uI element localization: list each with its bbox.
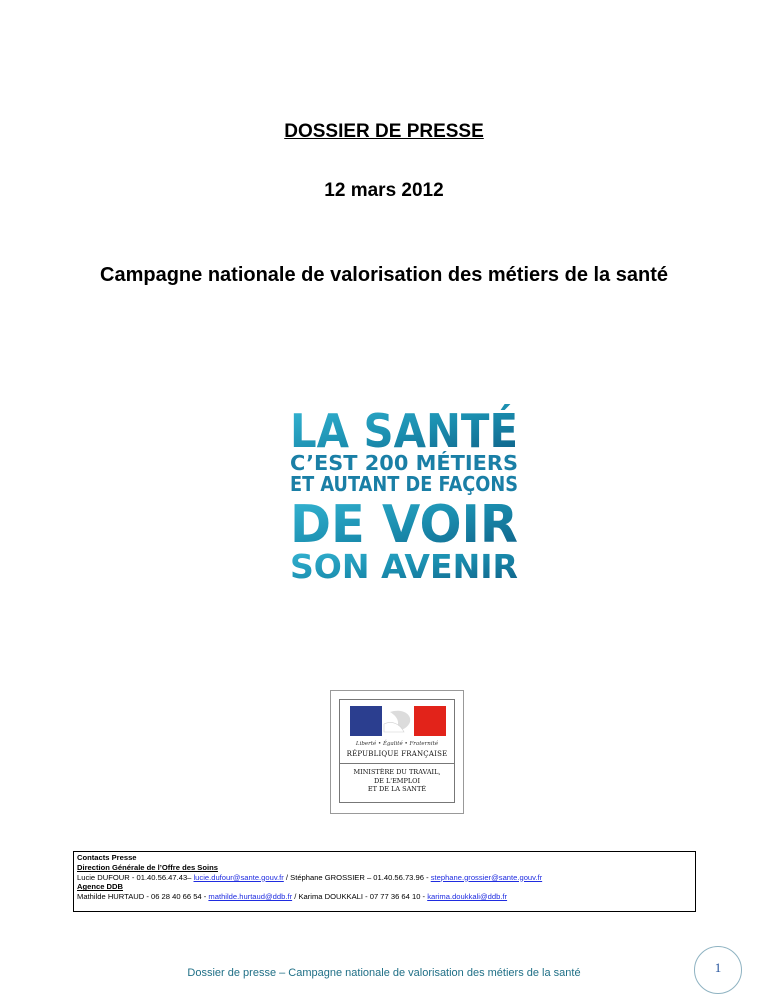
contact-text: / Karima DOUKKALI - 07 77 36 64 10 - xyxy=(292,892,428,902)
contact-text: / Stéphane GROSSIER – 01.40.56.73.96 - xyxy=(283,872,431,882)
contacts-org-dgos: Direction Générale de l’Offre des Soins xyxy=(77,862,218,872)
ministry-name-line: DE L'EMPLOI xyxy=(373,776,421,785)
page-title: DOSSIER DE PRESSE xyxy=(284,121,484,142)
campaign-line-4: DE VOIR xyxy=(290,495,518,555)
campaign-logo xyxy=(288,400,520,586)
contact-text: Lucie DUFOUR - 01.40.56.47.43– xyxy=(77,872,194,882)
ministry-logo xyxy=(330,690,464,814)
ministry-divider xyxy=(340,763,454,764)
ministry-name-line: ET DE LA SANTÉ xyxy=(367,785,427,793)
ministry-name xyxy=(340,768,454,794)
republic-name: RÉPUBLIQUE FRANÇAISE xyxy=(346,750,448,758)
republic-motto: Liberté • Égalité • Fraternité xyxy=(355,741,439,747)
contacts-line-dgos xyxy=(77,873,692,883)
campaign-line-2: C’EST 200 MÉTIERS xyxy=(290,451,518,475)
contacts-heading: Contacts Presse xyxy=(77,853,137,862)
email-link-stephane-grossier[interactable]: stephane.grossier@sante.gouv.fr xyxy=(430,872,543,882)
campaign-line-5: SON AVENIR xyxy=(290,547,518,586)
page-number: 1 xyxy=(714,960,722,975)
campaign-line-3: ET AUTANT DE FAÇONS xyxy=(290,472,518,496)
page-footer: Dossier de presse – Campagne nationale de valorisation des métiers de la santé xyxy=(187,967,581,979)
document-date: 12 mars 2012 xyxy=(324,180,444,201)
press-contacts-box xyxy=(73,851,696,912)
email-link-lucie-dufour[interactable]: lucie.dufour@sante.gouv.fr xyxy=(193,872,284,882)
email-link-karima-doukkali[interactable]: karima.doukkali@ddb.fr xyxy=(427,892,508,902)
contacts-org-ddb: Agence DDB xyxy=(77,882,123,892)
email-link-mathilde-hurtaud[interactable]: mathilde.hurtaud@ddb.fr xyxy=(208,892,293,902)
campaign-line-1: LA SANTÉ xyxy=(290,404,518,458)
ministry-logo-frame xyxy=(339,699,455,803)
document-subtitle: Campagne nationale de valorisation des métiers de la santé xyxy=(100,264,668,286)
contact-text: Mathilde HURTAUD - 06 28 40 66 54 - xyxy=(77,892,209,902)
marianne-flag-icon xyxy=(350,706,446,736)
contacts-line-ddb xyxy=(77,892,692,902)
ministry-name-line: MINISTÈRE DU TRAVAIL, xyxy=(353,768,441,776)
